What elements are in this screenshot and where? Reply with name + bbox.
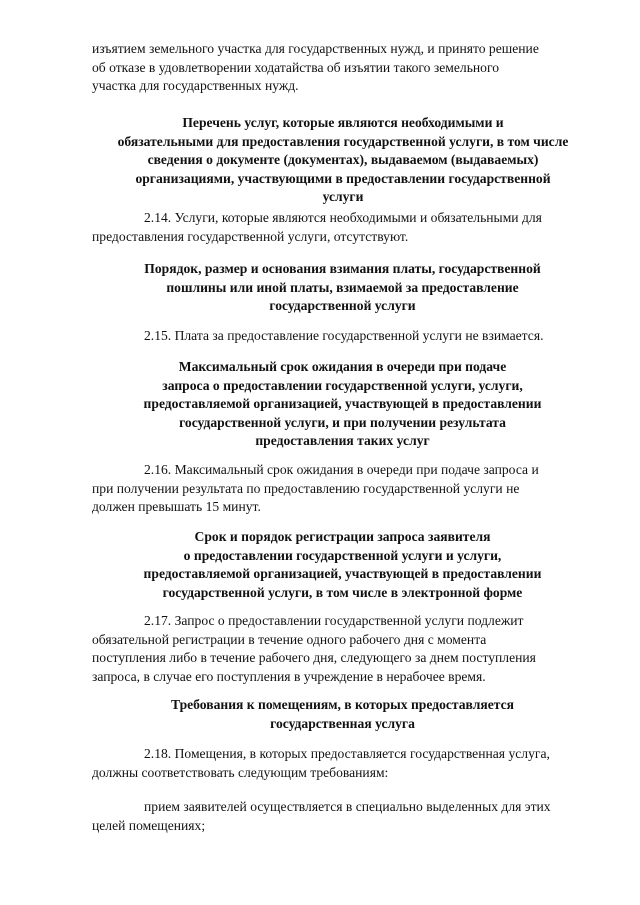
text-line: при получении результата по предоставлению государственной услуги не [92,480,520,496]
paragraph-2-16 [92,461,594,517]
text-line: 2.18. Помещения, в которых предоставляется государственная услуга, [144,746,550,761]
heading-line: государственной услуги, и при получении результата [179,414,506,430]
text-line: целей помещениях; [92,817,206,833]
heading-line: Перечень услуг, которые являются необходимыми и [182,115,504,130]
heading-line: Требования к помещениям, в которых предоставляется [171,697,514,712]
heading-line: Максимальный срок ожидания в очереди при подаче [178,359,507,374]
section-heading-services [92,114,594,207]
text-line: об отказе в удовлетворении ходатайства об изъятии такого земельного [92,59,499,75]
section-heading-premises [120,696,565,733]
section-heading-fees [120,260,565,316]
text-line: прием заявителей осуществляется в специально выделенных для этих [144,799,551,814]
text-line: 2.14. Услуги, которые являются необходимыми и обязательными для [144,210,542,225]
heading-line: Порядок, размер и основания взимания платы, государственной [144,261,541,276]
heading-line: предоставляемой организацией, участвующей в предоставлении [143,566,542,581]
text-line: обязательной регистрации в течение одного рабочего дня с момента [92,631,487,647]
heading-line: государственной услуги, в том числе в электронной форме [162,584,523,600]
text-line: участка для государственных нужд. [92,78,299,93]
heading-line: пошлины или иной платы, взимаемой за предоставление [166,279,519,295]
text-line: должны соответствовать следующим требованиям: [92,764,389,780]
paragraph-2-17 [92,612,594,686]
text-line: должен превышать 15 минут. [92,499,261,514]
heading-line: о предоставлении государственной услуги и услуги, [183,547,502,563]
text-line: 2.17. Запрос о предоставлении государственной услуги подлежит [144,613,524,628]
heading-line: обязательными для предоставления государственной услуги, в том числе [117,133,569,149]
heading-line: организациями, участвующими в предоставлении государственной [135,170,551,186]
text-line: предоставления государственной услуги, отсутствуют. [92,228,409,244]
paragraph-2-15 [92,327,594,346]
text-line: 2.16. Максимальный срок ожидания в очереди при подаче запроса и [144,462,539,477]
paragraph-2-14 [92,209,594,246]
heading-line: услуги [322,189,364,204]
heading-line: Срок и порядок регистрации запроса заявителя [194,529,491,544]
section-heading-queue [120,358,565,451]
paragraph-2-18 [92,745,594,782]
text-line: поступления либо в течение рабочего дня, следующего за днем поступления [92,650,536,665]
heading-line: государственной услуги [269,298,416,313]
heading-line: государственная услуга [270,715,415,731]
text-line: 2.15. Плата за предоставление государственной услуги не взимается. [144,328,544,343]
text-line: изъятием земельного участка для государственных нужд, и принято решение [92,41,539,56]
section-heading-registration [120,528,565,602]
heading-line: сведения о документе (документах), выдаваемом (выдаваемых) [147,152,539,167]
list-item [92,798,594,835]
intro-paragraph [92,40,594,96]
heading-line: предоставления таких услуг [255,433,430,448]
text-line: запроса, в случае его поступления в учреждение в нерабочее время. [92,668,486,684]
heading-line: предоставляемой организацией, участвующей в предоставлении [143,396,542,411]
heading-line: запроса о предоставлении государственной услуги, услуги, [162,377,523,393]
